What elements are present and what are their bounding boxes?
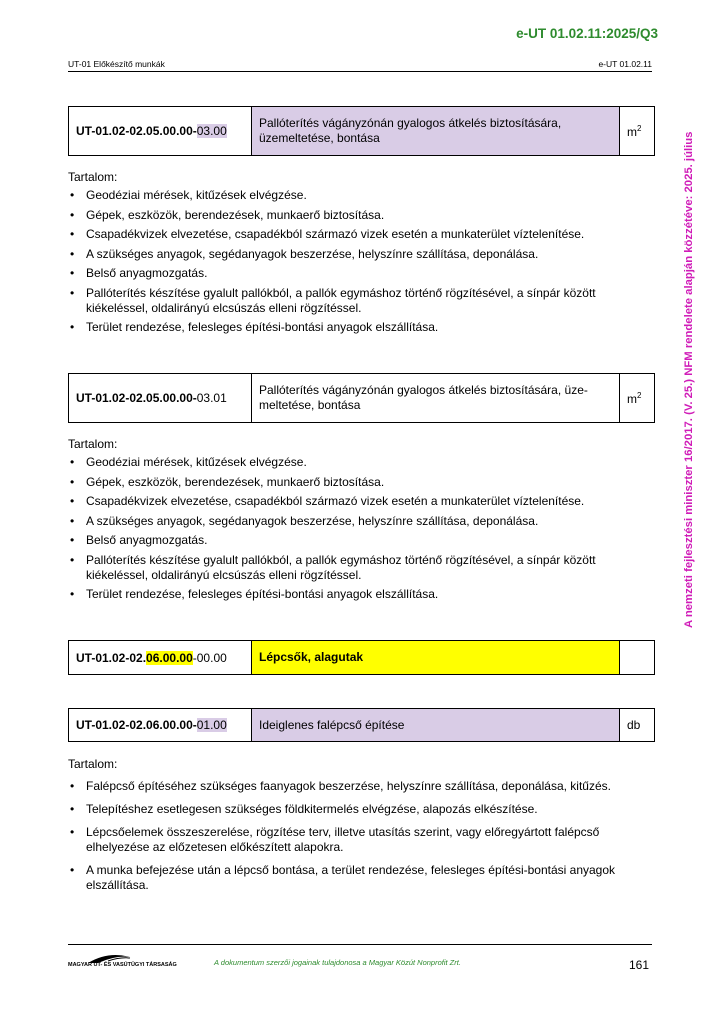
page-number: 161	[628, 958, 649, 972]
list-item: • Geodéziai mérések, kitűzések elvégzése.	[68, 455, 658, 470]
content-list	[68, 188, 658, 335]
list-item: • Terület rendezése, felesleges építési-bontási anyagok elszállítása.	[68, 320, 658, 335]
item-unit: db	[620, 709, 655, 742]
content-list	[68, 779, 658, 893]
item-table	[68, 373, 655, 423]
list-item: • Gépek, eszközök, berendezések, munkaerő biztosítása.	[68, 208, 658, 223]
list-item: • Csapadékvizek elvezetése, csapadékból származó vizek esetén a munkaterület víztelenítése.	[68, 494, 658, 509]
side-publication-note: A nemzeti fejlesztési miniszter 16/2017. (V. 25.) NFM rendelete alapján közzétéve: 2025. július	[683, 131, 695, 628]
content-label: Tartalom:	[68, 437, 118, 451]
content-label: Tartalom:	[68, 757, 118, 771]
item-table	[68, 708, 655, 742]
item-unit	[620, 641, 655, 675]
list-item: • Pallóterítés készítése gyalult pallókból, a pallók egymáshoz történő rögzítésével, a sínpár között kiékeléssel, oldalirányú elcsúszás elleni rögzítéssel.	[68, 286, 658, 316]
item-code	[69, 374, 252, 423]
list-item: • A szükséges anyagok, segédanyagok beszerzése, helyszínre szállítása, deponálása.	[68, 514, 658, 529]
item-code-suffix: -00.00	[192, 650, 227, 665]
list-item: • Csapadékvizek elvezetése, csapadékból származó vizek esetén a munkaterület víztelenítése.	[68, 227, 658, 242]
content-block	[68, 757, 658, 901]
item-code-base: UT-01.02-02.	[76, 650, 147, 665]
running-header	[68, 59, 652, 72]
item-description: Ideiglenes falépcső építése	[252, 709, 620, 742]
list-item: • Terület rendezése, felesleges építési-bontási anyagok elszállítása.	[68, 587, 658, 602]
item-unit	[620, 107, 655, 156]
list-item: • Telepítéshez esetlegesen szükséges földkitermelés elvégzése, alapozás elkészítése.	[68, 802, 658, 817]
item-code-suffix: 01.00	[196, 718, 227, 732]
page-footer	[68, 944, 652, 975]
item-code-base: UT-01.02-02.05.00.00-	[76, 391, 197, 405]
item-code	[69, 641, 252, 675]
content-label: Tartalom:	[68, 170, 118, 184]
item-table	[68, 106, 655, 156]
list-item: • A munka befejezése után a lépcső bontása, a terület rendezése, felesleges építési-bontási anyagok elszállítása.	[68, 863, 658, 893]
item-description: Pallóterítés vágányzónán gyalogos átkelés biztosítására, üze-meltetése, bontása	[252, 374, 620, 423]
list-item: • Belső anyagmozgatás.	[68, 533, 658, 548]
unit-superscript: 2	[637, 390, 642, 400]
item-code-base: UT-01.02-02.05.00.00-	[76, 124, 197, 138]
unit-superscript: 2	[637, 123, 642, 133]
list-item: • Lépcsőelemek összeszerelése, rögzítése terv, illetve utasítás szerint, vagy előregyártott falépcső elhelyezése az előzetesen előkészített alapokra.	[68, 825, 658, 855]
document-code: e-UT 01.02.11:2025/Q3	[516, 26, 658, 41]
item-code	[69, 107, 252, 156]
list-item: • A szükséges anyagok, segédanyagok beszerzése, helyszínre szállítása, deponálása.	[68, 247, 658, 262]
item-code-suffix: 03.00	[196, 124, 227, 138]
item-description: Lépcsők, alagutak	[252, 641, 620, 675]
list-item: • Falépcső építéséhez szükséges faanyagok beszerzése, helyszínre szállítása, deponálása, kitűzés.	[68, 779, 658, 794]
list-item: • Belső anyagmozgatás.	[68, 266, 658, 281]
header-section-title: UT-01 Előkészítő munkák	[68, 59, 165, 69]
item-description: Pallóterítés vágányzónán gyalogos átkelés biztosítására, üzemeltetése, bontása	[252, 107, 620, 156]
item-code	[69, 709, 252, 742]
item-unit	[620, 374, 655, 423]
company-logo-text: MAGYAR ÚT- ÉS VASÚTÜGYI TÁRSASÁG	[68, 962, 177, 968]
list-item: • Gépek, eszközök, berendezések, munkaerő biztosítása.	[68, 475, 658, 490]
item-code-group: 06.00.00	[146, 650, 193, 665]
header-doc-code: e-UT 01.02.11	[598, 59, 652, 69]
copyright-notice: A dokumentum szerzői jogainak tulajdonosa a Magyar Közút Nonprofit Zrt.	[214, 958, 461, 967]
unit-text: m	[627, 391, 637, 406]
list-item: • Geodéziai mérések, kitűzések elvégzése.	[68, 188, 658, 203]
list-item: • Pallóterítés készítése gyalult pallókból, a pallók egymáshoz történő rögzítésével, a sínpár között kiékeléssel, oldalirányú elcsúszás elleni rögzítéssel.	[68, 553, 658, 583]
content-block	[68, 437, 658, 607]
item-code-suffix: 03.01	[196, 391, 227, 405]
content-list	[68, 455, 658, 602]
item-table	[68, 640, 655, 675]
unit-text: m	[627, 124, 637, 139]
item-code-base: UT-01.02-02.06.00.00-	[76, 718, 197, 732]
content-block	[68, 170, 658, 340]
